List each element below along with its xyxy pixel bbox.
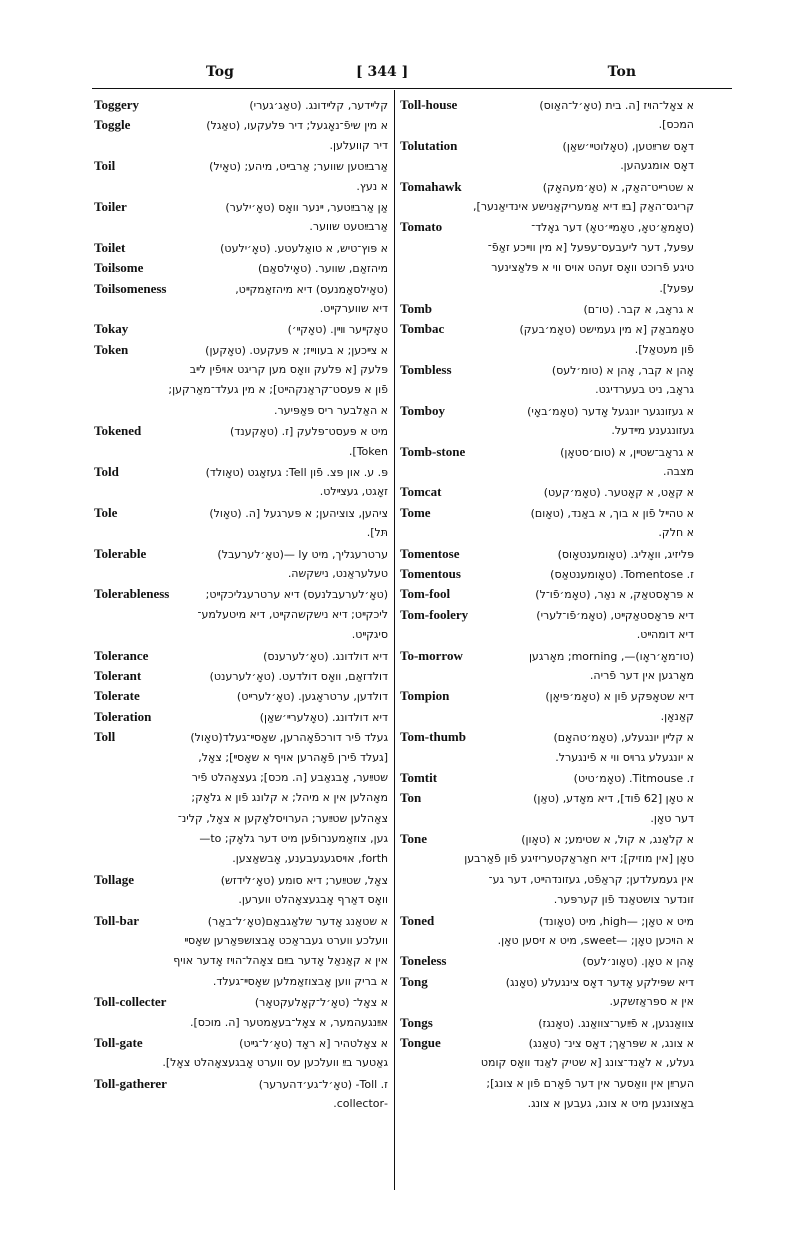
definition-continuation: אין א קאַנאַל אָדער בײַם צאָהל־הױז אָדער אויף xyxy=(173,954,388,968)
dictionary-entry xyxy=(94,319,388,339)
dictionary-entry xyxy=(94,503,388,523)
dictionary-entry xyxy=(400,727,694,747)
entry-headword: Toilet xyxy=(94,239,126,255)
definition-continuation: גאַטער בײַ וועלכען עס ווערט אָבגעצאָהלט צאָל]. xyxy=(162,1056,388,1070)
right-column xyxy=(400,95,694,1115)
entry-headword: Tokay xyxy=(94,321,129,337)
header-right-guideword: Ton xyxy=(607,64,636,80)
definition-continuation: סיגקײט. xyxy=(351,628,388,642)
definition-continuation: וועלכע ווערט געבראַכט אָבצושפּאַרען שאָסײ xyxy=(184,934,388,948)
definition-continuation: גען, צוזאַמענרופֿען מיט דער גלאָק; to— xyxy=(199,832,388,846)
entry-headword: Tomtit xyxy=(400,769,438,785)
entry-headword: Tokened xyxy=(94,423,142,439)
dictionary-entry xyxy=(400,1013,694,1033)
entry-headword: Toilsome xyxy=(94,260,144,276)
definition-continuation: דיא שווערקײט. xyxy=(319,301,388,315)
entry-headword: Ton xyxy=(400,790,422,806)
definition-continuation: אין געמעלדען; קראַפֿט, געזונדהײט, דער גע־ xyxy=(488,872,694,886)
definition-continuation: ליכקײט; דיא נישקשהקײט, דיא מיטעלמע־ xyxy=(197,607,388,621)
entry-definition: א צאָל־הױז [ה. בית (טאָ׳ל־האַוס) xyxy=(539,99,694,112)
entry-headword: Tomb xyxy=(400,300,433,316)
entry-definition: א צײכען; א בעווײז; א פּעקעט. (טאָקען) xyxy=(205,343,388,357)
dictionary-entry xyxy=(400,972,694,992)
entry-headword: Toggle xyxy=(94,117,131,133)
dictionary-entry xyxy=(400,829,694,849)
definition-continuation: עפּעל]. xyxy=(659,281,694,295)
entry-definition: דיא שפּילקע אָדער דאָס צינגעלע (טאָנג) xyxy=(505,975,694,989)
definition-continuation: א בריק ווען אָבצוזאַמלען שאָסײ־געלד. xyxy=(212,974,388,988)
definition-continuation: א האַלבער ריס פּאַפּיער. xyxy=(273,403,388,417)
entry-definition: דיא דולדונג. (טאָלערײ׳שאַן) xyxy=(259,710,388,724)
dictionary-entry xyxy=(400,503,694,523)
dictionary-entry xyxy=(400,605,694,625)
entry-definition: אָהן א טאָן. (טאָונ׳לעס) xyxy=(582,955,694,969)
dictionary-entry xyxy=(94,340,388,360)
dictionary-entry xyxy=(400,564,694,584)
definition-continuation: -collector. xyxy=(333,1097,388,1111)
entry-definition: ציהען, צוציהען; א פּערגעל [ה. (טאָול) xyxy=(209,506,388,520)
entry-headword: Toll-gatherer xyxy=(94,1075,167,1091)
dictionary-entry xyxy=(400,482,694,502)
entry-headword: Tomboy xyxy=(400,402,446,418)
entry-headword: Toggery xyxy=(94,97,140,112)
entry-headword: Tongs xyxy=(400,1014,433,1030)
definition-continuation: זאָגט, געצײלט. xyxy=(319,485,388,499)
entry-headword: Toiler xyxy=(94,198,127,214)
dictionary-entry xyxy=(400,646,694,666)
entry-definition: מיט א פּעסט־פּלעק [ז. (טאָקענד) xyxy=(230,425,388,439)
entry-definition: (טו־מאָ׳ראָו)—, morning; מאָרגען xyxy=(528,649,694,663)
entry-headword: Toll-gate xyxy=(94,1034,143,1050)
definition-continuation: [געלד פֿירן פֿאָהרען אויף א שאָסײ]; צאָל, xyxy=(198,750,388,764)
definition-continuation: א חלק. xyxy=(658,526,694,540)
entry-headword: Tone xyxy=(400,831,427,847)
entry-definition: (טאָילסאַמנעס) דיא מיהזאַמקײט, xyxy=(235,282,388,296)
dictionary-entry xyxy=(94,544,388,564)
entry-definition: ז. Tomentose. (טאָומענטאַס) xyxy=(550,567,694,581)
dictionary-entry xyxy=(400,1033,694,1053)
dictionary-entry xyxy=(400,177,694,197)
dictionary-entry xyxy=(400,299,694,319)
entry-definition: א פּראָסטאַק, א נאַר, (טאָמ׳פֿו־ל) xyxy=(535,588,694,602)
dictionary-entry xyxy=(94,238,388,258)
entry-headword: Tolutation xyxy=(400,137,458,153)
column-divider xyxy=(394,90,395,1190)
entry-headword: Toll xyxy=(94,729,116,745)
entry-definition: טאָמבאַק [א מין געמישט (טאָמ׳בעק) xyxy=(519,323,694,337)
entry-definition: פּליזיג, וואָליג. (טאָומענטאָוס) xyxy=(557,547,694,561)
definition-continuation: דאָס אומגעהען. xyxy=(620,159,694,173)
definition-continuation: אין א ספּראַזשקע. xyxy=(609,995,694,1009)
dictionary-entry xyxy=(94,727,388,747)
entry-headword: Tolerant xyxy=(94,667,142,683)
entry-headword: Tom-fool xyxy=(400,586,451,602)
entry-definition: ערטרעגליך, מיט ly —(טאָ׳לערעבל) xyxy=(217,547,388,561)
dictionary-entry xyxy=(94,911,388,931)
entry-definition: א צאָל־ (טאָ׳ל־קאָלעקטאָר) xyxy=(254,996,388,1010)
entry-definition: א מין שיפֿ־נאָגעל; דיר פּלעקעו, (טאַגל) xyxy=(206,119,388,133)
page-header xyxy=(96,64,696,86)
definition-continuation: א נעץ. xyxy=(356,179,388,193)
dictionary-entry xyxy=(400,136,694,156)
entry-definition: דיא פּראָסטאַקײט, (טאָמ׳פֿו־לערי) xyxy=(536,608,694,622)
definition-continuation: דיא דומהײט. xyxy=(636,628,694,642)
dictionary-entry xyxy=(400,686,694,706)
dictionary-entry xyxy=(94,870,388,890)
definition-continuation: אײַנגעהמער, א צאָל־בעאַמטער [ה. מוכס]. xyxy=(190,1015,388,1029)
entry-headword: Tong xyxy=(400,973,428,989)
page-number: [ 344 ] xyxy=(356,64,409,80)
dictionary-entry xyxy=(94,95,388,115)
entry-definition: ז. Titmouse. (טאָמ׳טיט) xyxy=(573,771,694,785)
dictionary-entry xyxy=(94,686,388,706)
entry-headword: Tole xyxy=(94,504,118,520)
definition-continuation: זונדער צושטאַנד פֿון קערפּער. xyxy=(553,893,694,907)
definition-continuation: Token]. xyxy=(348,444,388,458)
entry-definition: (טאָמאַ׳טאָ, טאָמײ׳טאָ) דער גאָלד־ xyxy=(531,221,694,235)
dictionary-entry xyxy=(94,992,388,1012)
entry-headword: Tomb-stone xyxy=(400,443,466,459)
definition-continuation: א הױכען טאָן; —sweet, מיט א זיסען טאָן. xyxy=(497,934,694,948)
entry-definition: א צונג, א שפּראַך; דאָס צינ־ (טאַנג) xyxy=(528,1036,694,1050)
entry-headword: Tolerable xyxy=(94,545,147,561)
definition-continuation: געזונגענע מײדעל. xyxy=(611,424,694,438)
entry-headword: Toll-house xyxy=(400,97,458,112)
entry-headword: Toil xyxy=(94,158,116,174)
entry-definition: (טאָ׳לערעבלנעס) דיא ערטרעגליכקײט; xyxy=(205,588,388,602)
definition-continuation: פּלעק [א פּלעק וואָס מען קריגט אױפֿין לײב xyxy=(189,363,388,377)
dictionary-entry xyxy=(94,421,388,441)
definition-continuation: הערײַן אין וואַסער אין דער פֿאָרם פֿון א צונג]; xyxy=(486,1076,694,1090)
entry-definition: דאָס שרײַטען, (טאָלוטײ׳שאַן) xyxy=(562,139,694,153)
entry-definition: ז. Toll- (טאָ׳ל־גע׳דהערער) xyxy=(258,1077,388,1091)
dictionary-entry xyxy=(400,95,694,115)
entry-definition: א געזונגער יונגעל אָדער (טאָמ׳באָי) xyxy=(527,404,694,418)
entry-headword: To-morrow xyxy=(400,647,463,663)
definition-continuation: תּל]. xyxy=(366,526,388,540)
entry-definition: דולדזאַם, וואָס דולדעט. (טאָ׳לערענט) xyxy=(209,669,388,683)
entry-definition: א צאָלטהיר [א ראָד (טאָ׳ל־גײט) xyxy=(239,1036,388,1050)
dictionary-entry xyxy=(400,217,694,237)
entry-definition: א שטאַנג אָדער שלאַגבאַם(טאָ׳ל־באַר) xyxy=(207,914,388,928)
entry-headword: Tolerableness xyxy=(94,586,170,602)
entry-definition: געלד פֿיר דורכפֿאָהרען, שאָסײ־געלד(טאָול) xyxy=(190,731,388,745)
definition-continuation: מאָרגען אין דער פֿריה. xyxy=(589,668,694,682)
entry-definition: פּ. ע. און פּצ. פֿון Tell: געזאָגט (טאָולד) xyxy=(205,466,388,480)
entry-headword: Tompion xyxy=(400,688,450,704)
dictionary-entry xyxy=(400,584,694,604)
header-left-guideword: Tog xyxy=(206,64,234,80)
header-rule xyxy=(92,88,732,89)
definition-continuation: באַצונגען מיט א צונג, געבען א צונג. xyxy=(527,1097,694,1111)
entry-definition: צאָל, שטײַער; דיא סומע (טאָ׳לידזש) xyxy=(220,873,388,887)
entry-definition: טאָקײער װײן. (טאָקײ׳) xyxy=(287,323,388,337)
dictionary-entry xyxy=(400,768,694,788)
dictionary-entry xyxy=(94,1033,388,1053)
definition-continuation: קריגס־האַק [בײַ דיא אַמעריקאַנישע אינדיאַנער], xyxy=(473,199,694,213)
dictionary-entry xyxy=(400,951,694,971)
dictionary-entry xyxy=(94,197,388,217)
dictionary-entry xyxy=(400,442,694,462)
entry-headword: Toleration xyxy=(94,708,152,724)
entry-headword: Token xyxy=(94,341,129,357)
dictionary-entry xyxy=(94,258,388,278)
dictionary-entry xyxy=(400,401,694,421)
entry-definition: א גראָב, א קבר. (טו־ם) xyxy=(583,302,694,316)
dictionary-entry xyxy=(94,279,388,299)
definition-continuation: א יונגעלע גרױס ווי א פֿינגערל. xyxy=(555,750,694,764)
entry-headword: Tombac xyxy=(400,321,445,337)
entry-headword: Tom-foolery xyxy=(400,606,469,622)
dictionary-entry xyxy=(94,462,388,482)
entry-definition: מיהזאַם, שווער. (טאָילסאַם) xyxy=(257,262,388,276)
entry-definition: א גראָב־שטײן, א (טום׳סטאָן) xyxy=(560,445,694,459)
entry-headword: Tomentose xyxy=(400,545,460,561)
entry-definition: א שטרײט־האַק, א (טאָ׳מעהאָק) xyxy=(542,180,694,194)
entry-headword: Told xyxy=(94,464,119,480)
definition-continuation: פֿון מעטאַל]. xyxy=(634,342,694,356)
entry-headword: Tolerance xyxy=(94,647,149,663)
dictionary-entry xyxy=(400,911,694,931)
dictionary-entry xyxy=(94,1074,388,1094)
entry-definition: דיא שטאָפּקע פֿון א (טאָמ׳פּיאָן) xyxy=(545,690,694,704)
definition-continuation: געלע, א לאַנד־צונג [א שטיק לאַנד וואָס קומט xyxy=(480,1056,694,1070)
entry-headword: Tome xyxy=(400,504,431,520)
entry-headword: Tom-thumb xyxy=(400,729,466,745)
entry-definition: אָהן א קבר, אָהן א (טומ׳לעס) xyxy=(551,364,694,378)
dictionary-entry xyxy=(400,360,694,380)
definition-continuation: גראָב, ניט בעערדיגט. xyxy=(595,383,694,397)
entry-headword: Tongue xyxy=(400,1034,441,1050)
entry-headword: Tolerate xyxy=(94,688,140,704)
definition-continuation: קאַנאָן. xyxy=(660,709,694,723)
entry-headword: Tomcat xyxy=(400,484,442,500)
definition-continuation: שטײַער, אָבגאַבע [ה. מכס]; געצאָהלט פֿיר xyxy=(191,770,388,784)
definition-continuation: וואָס דאַרף אָבגעצאָהלט ווערען. xyxy=(238,893,388,907)
left-column xyxy=(94,95,388,1115)
definition-continuation: דיר קוועלען. xyxy=(329,138,388,152)
definition-continuation: אַרבײַטעט שווער. xyxy=(309,220,388,234)
entry-definition: אַרבײַטען שווער; אַרבײט, מיהע; (טאָיל) xyxy=(209,160,388,174)
entry-headword: Toll-bar xyxy=(94,912,140,928)
entry-headword: Toned xyxy=(400,912,435,928)
definition-continuation: טאָן [אין מוזיק]; דיא חאַראַקטעריזיגע פֿון פֿאַרבען xyxy=(464,852,694,866)
entry-definition: צוואַנגען, א פֿײַער־צוואַנג. (טאָנגז) xyxy=(538,1016,694,1030)
entry-definition: א טאָן [62 פֿוד], דיא מאָדע, (טאַן) xyxy=(533,792,694,806)
definition-continuation: מאָהלען אין א מיהל; א קלונג פֿון א גלאָק; xyxy=(191,791,388,805)
entry-definition: א טהײל פֿון א בוך, א באַנד, (טאָום) xyxy=(530,506,694,520)
entry-definition: א קלאַנג, א קול, א שטימע; א (טאָון) xyxy=(521,833,694,847)
entry-definition: דולדען, ערטראָגען. (טאָ׳לערײט) xyxy=(236,690,388,704)
entry-definition: א פּוץ־טיש, א טואַלעטע. (טאָ׳ילעט) xyxy=(220,241,388,255)
definition-continuation: מצבה. xyxy=(662,465,694,479)
definition-continuation: המכס]. xyxy=(658,118,694,132)
dictionary-entry xyxy=(400,544,694,564)
entry-definition: אַן אַרבײַטער, ײנער וואָס (טאָ׳ילער) xyxy=(225,200,388,214)
definition-continuation: דער טאָן. xyxy=(650,811,694,825)
definition-continuation: טעלעראַנט, נישקשה. xyxy=(287,566,388,580)
entry-headword: Toneless xyxy=(400,953,447,969)
entry-headword: Toll-collecter xyxy=(94,994,167,1010)
dictionary-entry xyxy=(400,319,694,339)
definition-continuation: צאָהלען שטײַער; הערויסלאָקען א צאָל, קלינ־ xyxy=(177,811,388,825)
entry-headword: Toilsomeness xyxy=(94,280,167,296)
entry-headword: Tomato xyxy=(400,219,443,235)
entry-definition: קלײדער, קלײדונג. (טאַג׳גערי) xyxy=(249,99,388,112)
entry-headword: Tomentous xyxy=(400,565,461,581)
dictionary-entry xyxy=(94,584,388,604)
entry-definition: מיט א טאָן; —high, מיט (טאָונד) xyxy=(538,914,694,928)
entry-definition: א קאַט, א קאָטער. (טאָמ׳קעט) xyxy=(543,486,694,500)
dictionary-entry xyxy=(94,115,388,135)
definition-continuation: פֿון א פּעסט־קראַנקהײט]; א מין געלד־מאַרקען; xyxy=(168,383,388,397)
dictionary-entry xyxy=(400,788,694,808)
dictionary-entry xyxy=(94,666,388,686)
entry-headword: Tomahawk xyxy=(400,178,462,194)
entry-definition: א קלײן יונגעלע, (טאָמ׳טהאָם) xyxy=(553,731,694,745)
dictionary-entry xyxy=(94,646,388,666)
entry-definition: דיא דולדונג. (טאָ׳לערענס) xyxy=(263,649,388,663)
definition-continuation: עפּעל, דער ליעבעס־עפּעל [א מין ווײכע זאַפֿ־ xyxy=(487,240,694,254)
entry-headword: Tombless xyxy=(400,362,452,378)
entry-headword: Tollage xyxy=(94,871,134,887)
dictionary-entry xyxy=(94,156,388,176)
definition-continuation: טיגע פֿרוכט וואָס זעהט אויס ווי א פּלאַצינער xyxy=(491,261,694,275)
definition-continuation: forth, אױסגעגעבענע, אָבשאַצען. xyxy=(232,852,388,866)
dictionary-entry xyxy=(94,707,388,727)
